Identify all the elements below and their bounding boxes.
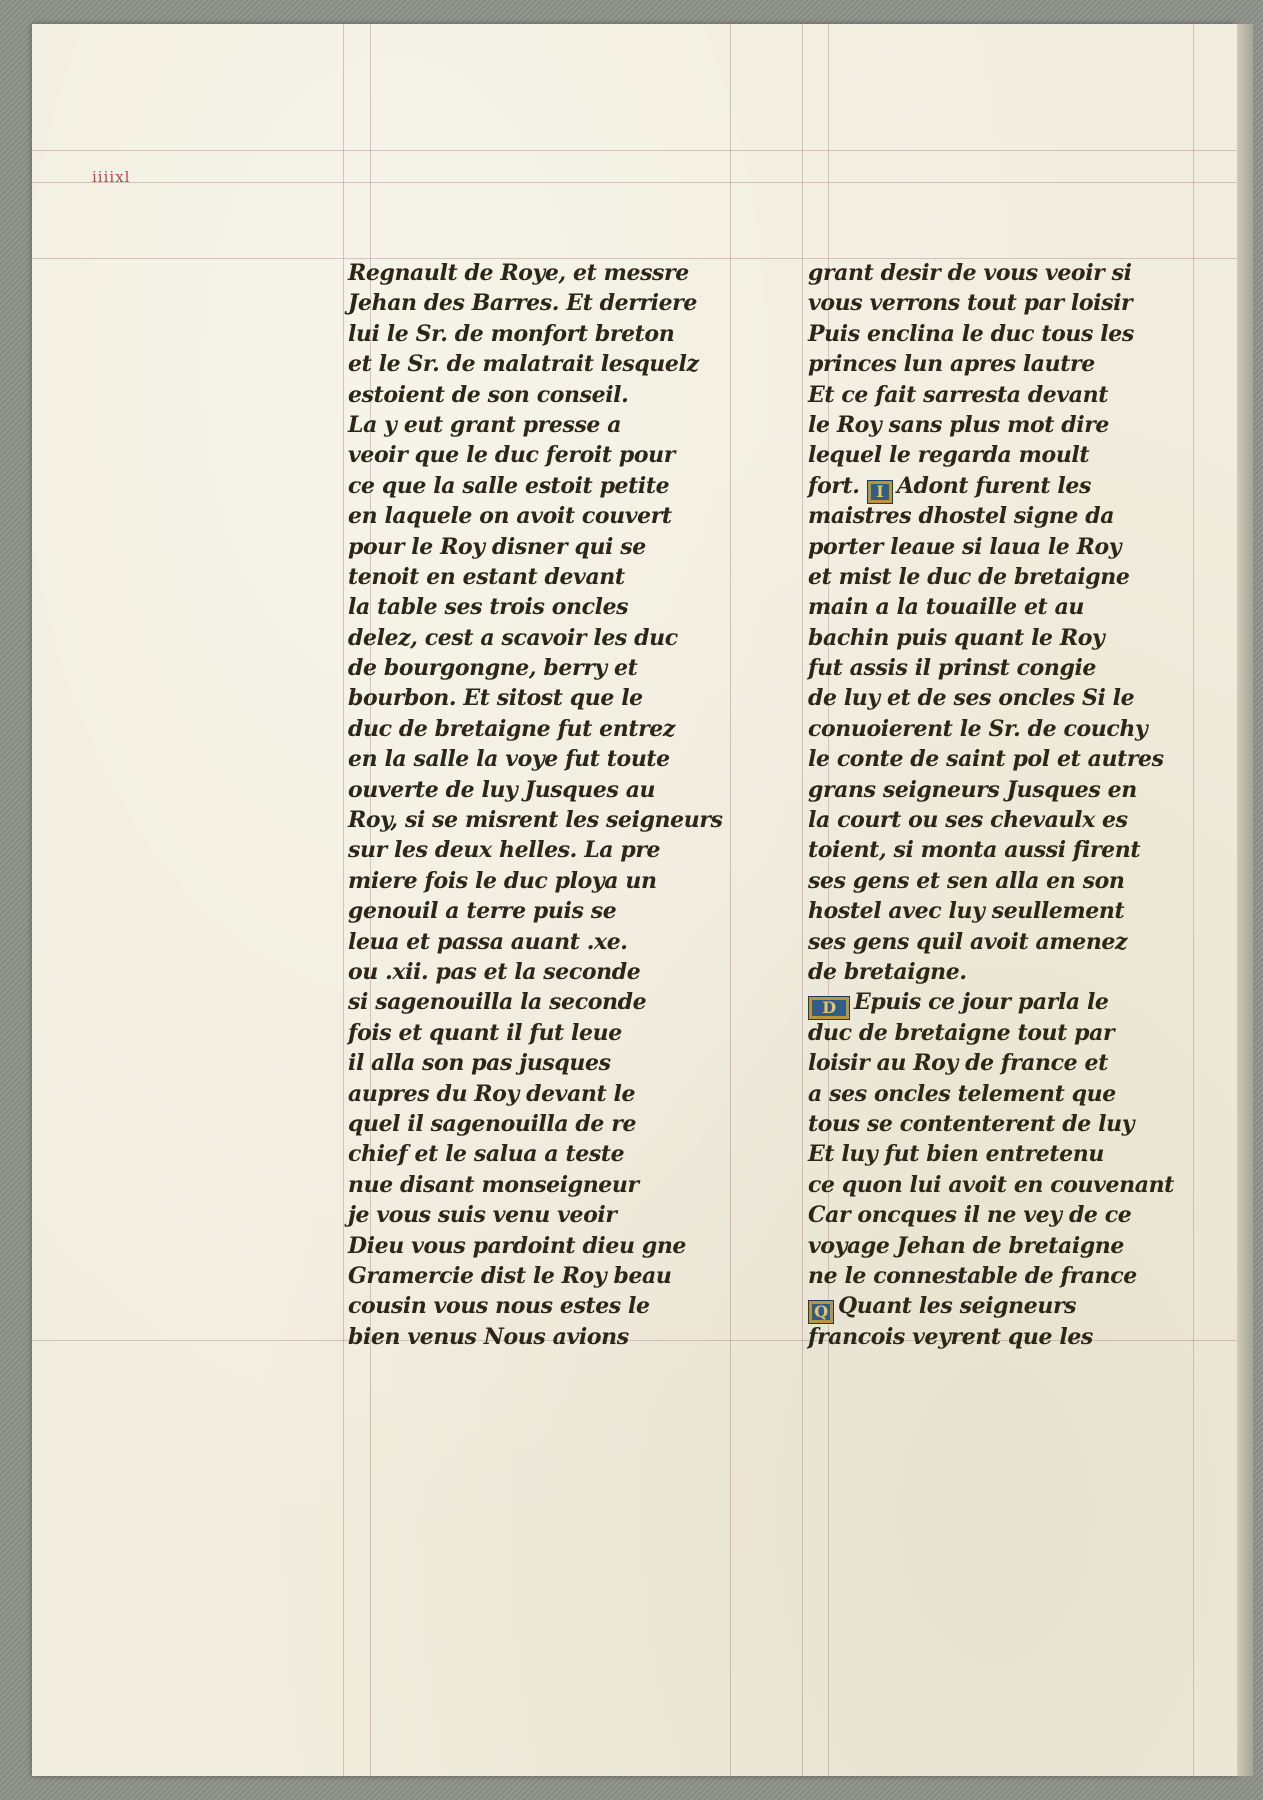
text-line: loisir au Roy de france et <box>808 1050 1108 1077</box>
text-line: princes lun apres lautre <box>808 351 1095 378</box>
text-column-left <box>348 258 728 1352</box>
text-line: delez, cest a scavoir les duc <box>348 624 678 651</box>
text-line: main a la touaille et au <box>808 594 1085 621</box>
text-line-segment: fort. <box>808 472 867 499</box>
text-line: porter leaue si laua le Roy <box>808 533 1122 560</box>
ruling-line-center-left <box>730 24 731 1776</box>
text-line: hostel avec luy seullement <box>808 898 1125 925</box>
text-line: en la salle la voye fut toute <box>348 746 670 773</box>
text-line: ses gens et sen alla en son <box>808 867 1125 894</box>
text-line: le Roy sans plus mot dire <box>808 411 1109 438</box>
text-line: bourbon. Et sitost que le <box>348 685 643 712</box>
text-line-segment: Epuis ce jour parla le <box>854 989 1109 1016</box>
text-line: lui le Sr. de monfort breton <box>348 320 675 347</box>
illuminated-initial: I <box>867 480 893 504</box>
ruling-line-center <box>802 24 803 1776</box>
text-line: sur les deux helles. La pre <box>348 837 661 864</box>
text-line: cousin vous nous estes le <box>348 1293 650 1320</box>
text-line: la table ses trois oncles <box>348 594 629 621</box>
text-line: estoient de son conseil. <box>348 381 629 408</box>
text-line: lequel le regarda moult <box>808 442 1090 469</box>
text-line: Et ce fait sarresta devant <box>808 381 1108 408</box>
text-line: miere fois le duc ploya un <box>348 867 657 894</box>
text-line: il alla son pas jusques <box>348 1050 611 1077</box>
ruling-line-top <box>32 150 1237 151</box>
text-line: fois et quant il fut leue <box>348 1019 622 1046</box>
text-line: conuoierent le Sr. de couchy <box>808 715 1148 742</box>
text-line: bien venus Nous avions <box>348 1323 629 1350</box>
text-line: duc de bretaigne tout par <box>808 1019 1115 1046</box>
text-line <box>808 1291 1198 1321</box>
text-line: ses gens quil avoit amenez <box>808 928 1128 955</box>
text-line: la court ou ses chevaulx es <box>808 807 1128 834</box>
text-line: de bretaigne. <box>808 958 967 985</box>
text-line: chief et le salua a teste <box>348 1141 625 1168</box>
text-line: duc de bretaigne fut entrez <box>348 715 675 742</box>
text-line: leua et passa auant .xe. <box>348 928 628 955</box>
text-line: tenoit en estant devant <box>348 563 625 590</box>
text-line: et le Sr. de malatrait lesquelz <box>348 351 699 378</box>
text-line: ne le connestable de france <box>808 1262 1137 1289</box>
text-line: le conte de saint pol et autres <box>808 746 1164 773</box>
text-line: nue disant monseigneur <box>348 1171 639 1198</box>
page-edge <box>1237 24 1253 1776</box>
text-line: a ses oncles telement que <box>808 1080 1116 1107</box>
text-line: francois veyrent que les <box>808 1323 1093 1350</box>
text-line: grant desir de vous veoir si <box>808 260 1132 286</box>
text-line: Regnault de Roye, et messre <box>348 260 689 286</box>
text-column-right <box>808 258 1198 1352</box>
text-line: et mist le duc de bretaigne <box>808 563 1130 590</box>
text-line: Gramercie dist le Roy beau <box>348 1262 672 1289</box>
text-line: je vous suis venu veoir <box>348 1202 617 1229</box>
text-line: Puis enclina le duc tous les <box>808 320 1134 347</box>
text-line: voyage Jehan de bretaigne <box>808 1232 1125 1259</box>
text-line <box>808 471 1198 501</box>
text-line: quel il sagenouilla de re <box>348 1110 637 1137</box>
text-line: Roy, si se misrent les seigneurs <box>348 807 723 834</box>
text-line <box>808 987 1198 1017</box>
text-line: grans seigneurs Jusques en <box>808 776 1137 803</box>
text-line: de bourgongne, berry et <box>348 655 638 682</box>
text-line-segment: Adont furent les <box>896 472 1091 499</box>
text-line: ou .xii. pas et la seconde <box>348 958 641 985</box>
text-line: en laquele on avoit couvert <box>348 503 672 530</box>
text-line: veoir que le duc feroit pour <box>348 442 675 469</box>
text-line: tous se contenterent de luy <box>808 1110 1135 1137</box>
text-line: Et luy fut bien entretenu <box>808 1141 1104 1168</box>
text-line: fut assis il prinst congie <box>808 655 1097 682</box>
text-line: ce quon lui avoit en couvenant <box>808 1171 1174 1198</box>
text-line: de luy et de ses oncles Si le <box>808 685 1135 712</box>
ruling-line-left-outer <box>343 24 344 1776</box>
text-line: bachin puis quant le Roy <box>808 624 1105 651</box>
text-line: genouil a terre puis se <box>348 898 617 925</box>
text-line: toient, si monta aussi firent <box>808 837 1141 864</box>
illuminated-initial: Q <box>808 1300 834 1324</box>
folio-number: iiiixl <box>92 168 131 186</box>
illuminated-initial: D <box>808 996 850 1020</box>
text-line-segment: Quant les seigneurs <box>838 1293 1077 1320</box>
text-line: ce que la salle estoit petite <box>348 472 670 499</box>
text-line: pour le Roy disner qui se <box>348 533 646 560</box>
text-line: ouverte de luy Jusques au <box>348 776 656 803</box>
text-line: vous verrons tout par loisir <box>808 290 1133 317</box>
text-line: Jehan des Barres. Et derriere <box>348 290 697 317</box>
text-line: Car oncques il ne vey de ce <box>808 1202 1132 1229</box>
text-line: aupres du Roy devant le <box>348 1080 636 1107</box>
ruling-line-header <box>32 182 1237 183</box>
text-line: La y eut grant presse a <box>348 411 622 438</box>
text-line: si sagenouilla la seconde <box>348 989 647 1016</box>
text-line: maistres dhostel signe da <box>808 503 1115 530</box>
text-line: Dieu vous pardoint dieu gne <box>348 1232 687 1259</box>
